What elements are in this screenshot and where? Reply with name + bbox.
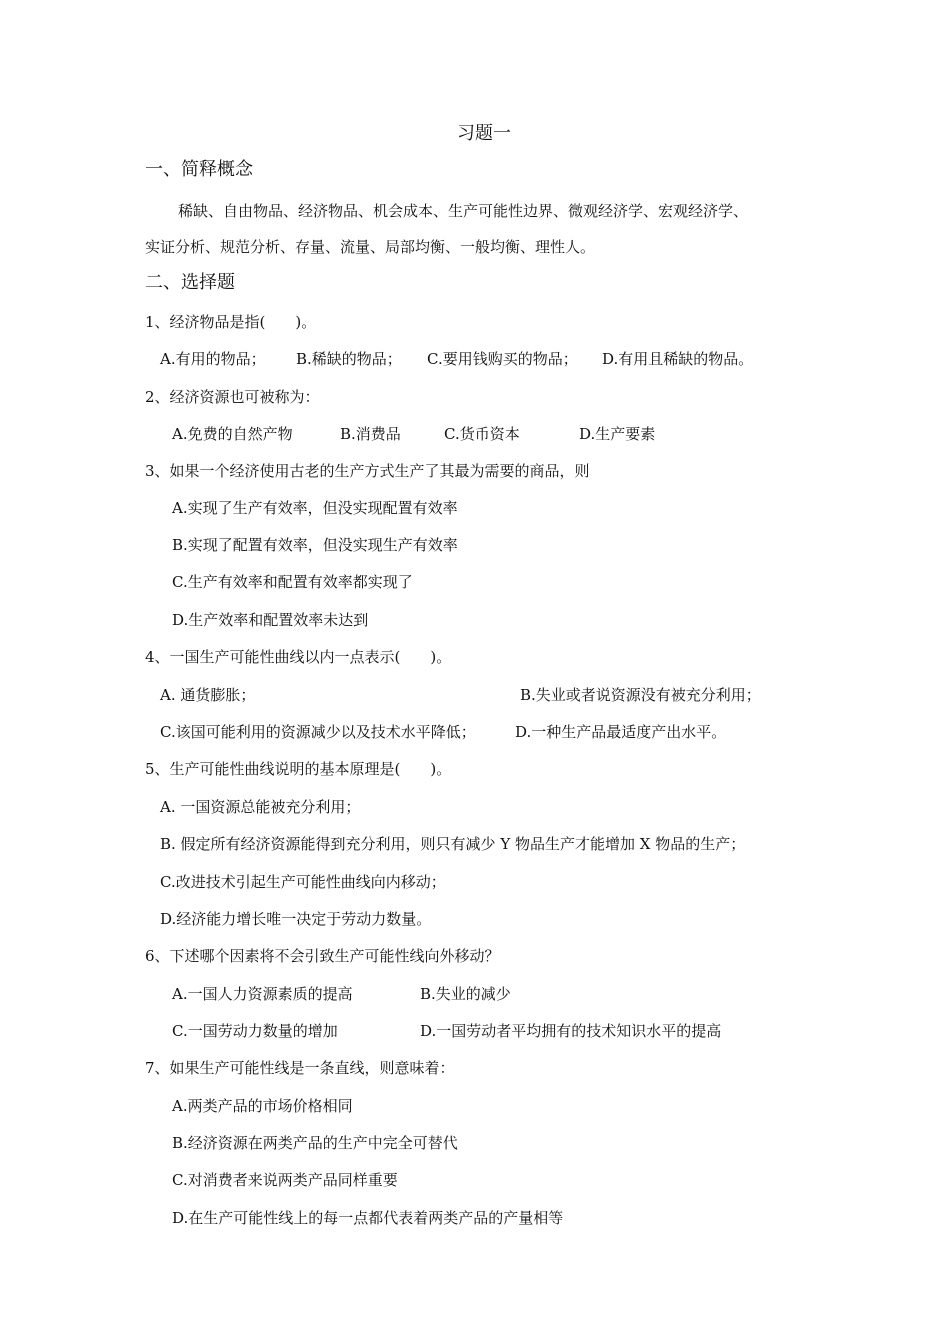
question-7-option-c: C.对消费者来说两类产品同样重要 — [172, 1171, 398, 1189]
question-7-option-d: D.在生产可能性线上的每一点都代表着两类产品的产量相等 — [172, 1209, 564, 1227]
question-3-option-d: D.生产效率和配置效率未达到 — [172, 611, 369, 629]
question-3-option-a: A.实现了生产有效率，但没实现配置有效率 — [172, 499, 458, 517]
question-1-option-c: C.要用钱购买的物品； — [427, 350, 578, 368]
question-4-stem: 4、一国生产可能性曲线以内一点表示( )。 — [145, 648, 452, 666]
question-1-stem: 1、经济物品是指( )。 — [145, 313, 317, 331]
question-5-option-c: C.改进技术引起生产可能性曲线向内移动； — [160, 873, 446, 891]
question-4-option-b: B.失业或者说资源没有被充分利用； — [520, 686, 761, 704]
question-2-option-a: A.免费的自然产物 — [172, 425, 293, 443]
question-7-stem: 7、如果生产可能性线是一条直线，则意味着： — [145, 1059, 455, 1077]
question-2-stem: 2、经济资源也可被称为： — [145, 388, 320, 406]
question-1-option-d: D.有用且稀缺的物品。 — [602, 350, 754, 368]
question-5-stem: 5、生产可能性曲线说明的基本原理是( )。 — [145, 760, 452, 778]
question-5-option-a: A. 一国资源总能被充分利用； — [160, 798, 361, 816]
question-6-option-c: C.一国劳动力数量的增加 — [172, 1022, 338, 1040]
question-3-option-c: C.生产有效率和配置有效率都实现了 — [172, 573, 413, 591]
question-1-option-b: B.稀缺的物品； — [296, 350, 402, 368]
question-1-option-a: A.有用的物品； — [160, 350, 266, 368]
question-7-option-a: A.两类产品的市场价格相同 — [172, 1097, 353, 1115]
question-3-stem: 3、如果一个经济使用古老的生产方式生产了其最为需要的商品，则 — [145, 462, 590, 480]
question-6-option-b: B.失业的减少 — [420, 985, 511, 1003]
question-5-option-b: B. 假定所有经济资源能得到充分利用，则只有减少 Y 物品生产才能增加 X 物品的生产； — [160, 835, 746, 853]
question-7-option-b: B.经济资源在两类产品的生产中完全可替代 — [172, 1134, 458, 1152]
concepts-line-1: 稀缺、自由物品、经济物品、机会成本、生产可能性边界、微观经济学、宏观经济学、 — [178, 202, 749, 220]
section-heading-choice: 二、选择题 — [145, 272, 235, 293]
question-2-option-d: D.生产要素 — [579, 425, 656, 443]
question-3-option-b: B.实现了配置有效率，但没实现生产有效率 — [172, 536, 458, 554]
page-title: 习题一 — [457, 123, 511, 144]
question-2-option-b: B.消费品 — [340, 425, 401, 443]
section-heading-concepts: 一、简释概念 — [145, 159, 253, 180]
question-2-option-c: C.货币资本 — [444, 425, 520, 443]
question-4-option-c: C.该国可能利用的资源减少以及技术水平降低； — [160, 723, 476, 741]
question-6-option-d: D.一国劳动者平均拥有的技术知识水平的提高 — [420, 1022, 722, 1040]
question-6-option-a: A.一国人力资源素质的提高 — [172, 985, 353, 1003]
question-5-option-d: D.经济能力增长唯一决定于劳动力数量。 — [160, 910, 432, 928]
question-4-option-a: A. 通货膨胀； — [160, 686, 256, 704]
question-4-option-d: D.一种生产品最适度产出水平。 — [515, 723, 727, 741]
question-6-stem: 6、下述哪个因素将不会引致生产可能性线向外移动？ — [145, 947, 500, 965]
concepts-line-2: 实证分析、规范分析、存量、流量、局部均衡、一般均衡、理性人。 — [145, 238, 596, 256]
